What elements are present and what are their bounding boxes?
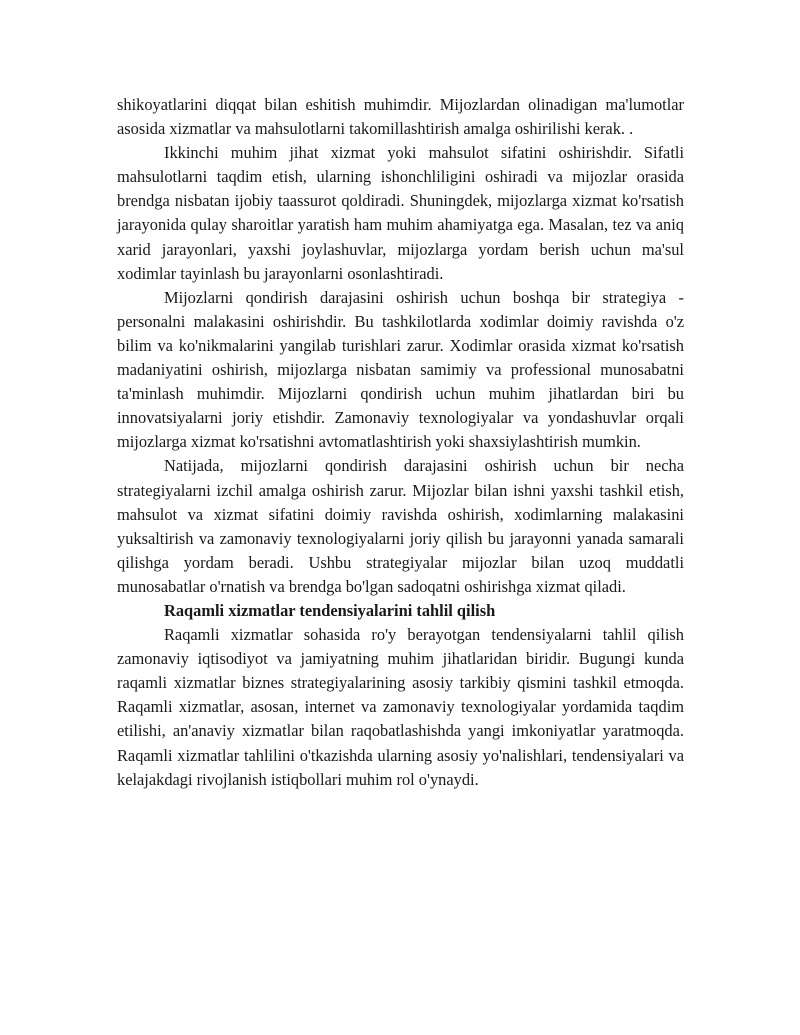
paragraph-conclusion: Natijada, mijozlarni qondirish darajasini oshirish uchun bir necha strategiyalarni izchil amalga oshirish zarur. Mijozlar bilan ishni yaxshi tashkil etish, mahsulot va xizmat sifatini doimiy ravishda oshirish, xodimlarning malakasini yuksaltirish va zamonaviy texnologiyalarni joriy qilish bu jarayonni yanada samarali qilishga yordam beradi. Ushbu strategiyalar mijozlar bilan uzoq muddatli munosabatlar o'rnatish va brendga bo'lgan sadoqatni oshirishga xizmat qiladi.: [117, 456, 684, 596]
paragraph-personnel: Mijozlarni qondirish darajasini oshirish uchun boshqa bir strategiya - personalni malakasini oshirishdir. Bu tashkilotlarda xodimlar doimiy ravishda o'z bilim va ko'nikmalarini yangilab turishlari zarur. Xodimlar orasida xizmat ko'rsatish madaniyatini oshirish, mijozlarga nisbatan samimiy va professional munosabatni ta'minlash muhimdir. Mijozlarni qondirish uchun muhim jihatlardan biri bu innovatsiyalarni joriy etishdir. Zamonaviy texnologiyalar va yondashuvlar orqali mijozlarga xizmat ko'rsatishni avtomatlashtirish yoki shaxsiylashtirish mumkin.: [117, 287, 684, 452]
section-heading: Raqamli xizmatlar tendensiyalarini tahlil qilish: [164, 600, 496, 620]
document-page: [117, 93, 684, 792]
paragraph-continuation: shikoyatlarini diqqat bilan eshitish muhimdir. Mijozlardan olinadigan ma'lumotlar asosida xizmatlar va mahsulotlarni takomillashtirish amalga oshirilishi kerak. .: [117, 95, 684, 139]
paragraph-digital-services: Raqamli xizmatlar sohasida ro'y berayotgan tendensiyalarni tahlil qilish zamonaviy iqtisodiyot va jamiyatning muhim jihatlaridan biridir. Bugungi kunda raqamli xizmatlar biznes strategiyalarining asosiy tarkibiy qismini tashkil etmoqda. Raqamli xizmatlar, asosan, internet va zamonaviy texnologiyalar yordamida taqdim etilishi, an'anaviy xizmatlar bilan raqobatlashishda yangi imkoniyatlar yaratmoqda. Raqamli xizmatlar tahlilini o'tkazishda ularning asosiy yo'nalishlari, tendensiyalari va kelajakdagi rivojlanish istiqbollari muhim rol o'ynaydi.: [117, 625, 684, 789]
paragraph-quality: Ikkinchi muhim jihat xizmat yoki mahsulot sifatini oshirishdir. Sifatli mahsulotlarni taqdim etish, ularning ishonchliligini oshiradi va mijozlar orasida brendga nisbatan ijobiy taassurot qoldiradi. Shuningdek, mijozlarga xizmat ko'rsatish jarayonida qulay sharoitlar yaratish ham muhim ahamiyatga ega. Masalan, tez va aniq xarid jarayonlari, yaxshi joylashuvlar, mijozlarga yordam berish uchun ma'sul xodimlar tayinlash bu jarayonlarni osonlashtiradi.: [117, 143, 684, 283]
